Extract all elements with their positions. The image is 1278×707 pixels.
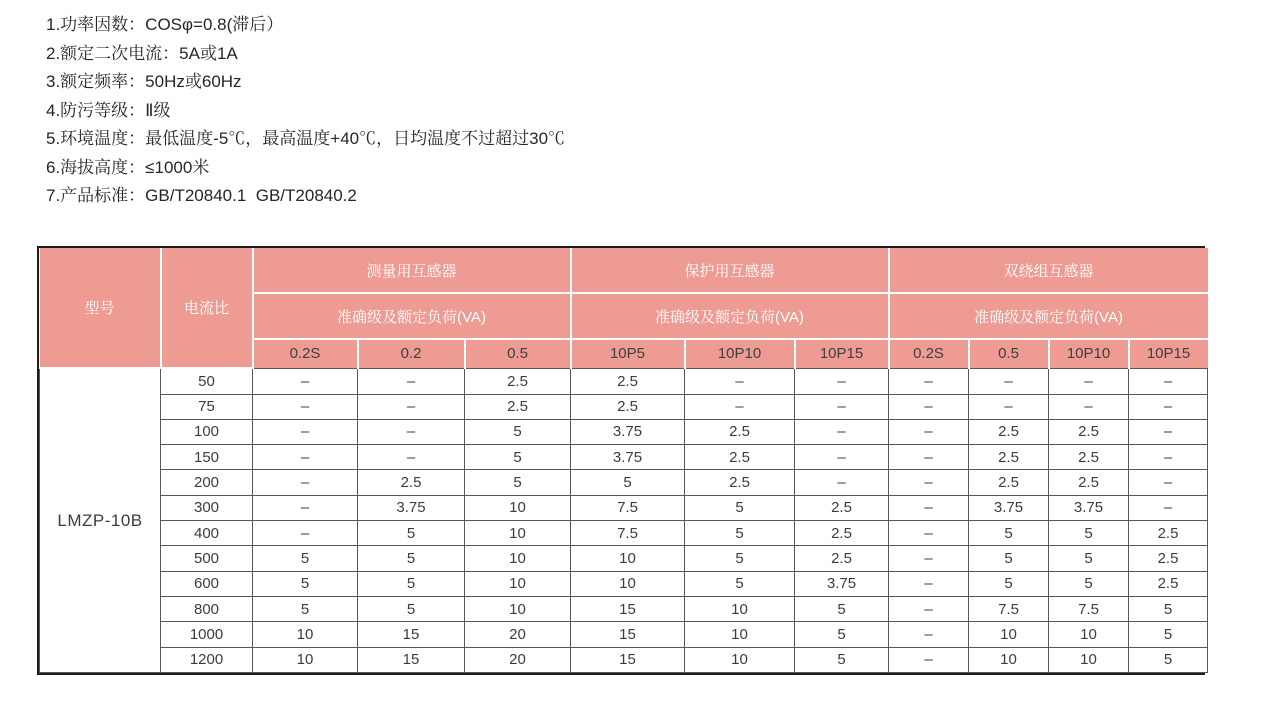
value-cell: 2.5	[465, 368, 571, 394]
value-cell: 5	[1129, 597, 1208, 622]
col-header-model: 型号	[40, 248, 161, 368]
value-cell: –	[253, 495, 358, 520]
value-cell: 3.75	[571, 419, 685, 444]
value-cell: –	[253, 445, 358, 470]
value-cell: 10	[465, 571, 571, 596]
value-cell: –	[795, 368, 889, 394]
value-cell: 2.5	[685, 419, 795, 444]
note-ambient-temperature: 5.环境温度：最低温度-5℃，最高温度+40℃，日均温度不过超过30℃	[46, 129, 566, 148]
note-rated-frequency: 3.额定频率：50Hz或60Hz	[46, 72, 242, 91]
class-header: 0.2S	[889, 339, 969, 368]
value-cell: 10	[969, 622, 1049, 647]
value-cell: 5	[465, 419, 571, 444]
class-header: 0.5	[969, 339, 1049, 368]
note-product-standard: 7.产品标准：GB/T20840.1 GB/T20840.2	[46, 186, 357, 205]
value-cell: 3.75	[1049, 495, 1129, 520]
header-row-groups	[40, 248, 1208, 293]
ratio-cell: 100	[161, 419, 253, 444]
value-cell: 2.5	[685, 445, 795, 470]
value-cell: 2.5	[571, 368, 685, 394]
value-cell: –	[1129, 495, 1208, 520]
value-cell: –	[685, 368, 795, 394]
value-cell: 7.5	[969, 597, 1049, 622]
ratio-cell: 75	[161, 394, 253, 419]
value-cell: 10	[465, 546, 571, 571]
table-row	[40, 597, 1208, 622]
spec-table	[39, 248, 1208, 673]
value-cell: 5	[253, 597, 358, 622]
value-cell: –	[795, 445, 889, 470]
ratio-cell: 200	[161, 470, 253, 495]
value-cell: 5	[795, 597, 889, 622]
value-cell: 5	[1129, 647, 1208, 672]
value-cell: 5	[685, 571, 795, 596]
value-cell: 10	[253, 622, 358, 647]
value-cell: 3.75	[358, 495, 465, 520]
value-cell: 5	[685, 495, 795, 520]
value-cell: –	[889, 368, 969, 394]
value-cell: 10	[465, 521, 571, 546]
value-cell: 2.5	[358, 470, 465, 495]
class-header: 0.2	[358, 339, 465, 368]
spec-notes	[46, 11, 565, 211]
group-header-protection: 保护用互感器	[571, 248, 889, 293]
value-cell: –	[358, 419, 465, 444]
value-cell: 15	[571, 647, 685, 672]
class-header: 10P15	[1129, 339, 1208, 368]
ratio-cell: 1200	[161, 647, 253, 672]
value-cell: –	[1129, 419, 1208, 444]
value-cell: –	[795, 419, 889, 444]
value-cell: 5	[1049, 571, 1129, 596]
value-cell: –	[253, 470, 358, 495]
value-cell: 2.5	[1129, 521, 1208, 546]
value-cell: –	[1129, 368, 1208, 394]
value-cell: 2.5	[465, 394, 571, 419]
value-cell: 5	[465, 470, 571, 495]
value-cell: 3.75	[571, 445, 685, 470]
value-cell: –	[358, 445, 465, 470]
value-cell: 5	[685, 546, 795, 571]
value-cell: –	[795, 394, 889, 419]
value-cell: –	[889, 546, 969, 571]
value-cell: –	[969, 368, 1049, 394]
table-row	[40, 647, 1208, 672]
value-cell: –	[889, 597, 969, 622]
value-cell: –	[253, 419, 358, 444]
subtitle-measuring: 准确级及额定负荷(VA)	[253, 293, 571, 339]
value-cell: 10	[685, 647, 795, 672]
model-cell: LMZP-10B	[40, 368, 161, 673]
value-cell: –	[889, 647, 969, 672]
value-cell: –	[253, 368, 358, 394]
value-cell: 5	[685, 521, 795, 546]
value-cell: 2.5	[571, 394, 685, 419]
table-row	[40, 445, 1208, 470]
value-cell: –	[969, 394, 1049, 419]
ratio-cell: 800	[161, 597, 253, 622]
value-cell: –	[358, 368, 465, 394]
value-cell: –	[889, 571, 969, 596]
subtitle-dual-winding: 准确级及额定负荷(VA)	[889, 293, 1208, 339]
value-cell: 2.5	[795, 495, 889, 520]
value-cell: 5	[1049, 546, 1129, 571]
value-cell: 5	[358, 546, 465, 571]
table-row	[40, 622, 1208, 647]
value-cell: 15	[358, 647, 465, 672]
value-cell: 15	[571, 597, 685, 622]
value-cell: 10	[969, 647, 1049, 672]
value-cell: –	[253, 394, 358, 419]
ratio-cell: 400	[161, 521, 253, 546]
group-header-dual-winding: 双绕组互感器	[889, 248, 1208, 293]
ratio-cell: 50	[161, 368, 253, 394]
value-cell: –	[889, 445, 969, 470]
class-header: 10P5	[571, 339, 685, 368]
group-header-measuring: 测量用互感器	[253, 248, 571, 293]
value-cell: 5	[1129, 622, 1208, 647]
value-cell: 10	[571, 546, 685, 571]
value-cell: 2.5	[795, 521, 889, 546]
value-cell: 15	[571, 622, 685, 647]
value-cell: 5	[969, 571, 1049, 596]
value-cell: –	[685, 394, 795, 419]
value-cell: –	[253, 521, 358, 546]
value-cell: –	[889, 394, 969, 419]
value-cell: –	[889, 521, 969, 546]
value-cell: 10	[685, 622, 795, 647]
value-cell: 3.75	[795, 571, 889, 596]
value-cell: 2.5	[795, 546, 889, 571]
value-cell: –	[889, 470, 969, 495]
value-cell: 2.5	[1049, 470, 1129, 495]
value-cell: 5	[571, 470, 685, 495]
value-cell: 5	[253, 546, 358, 571]
value-cell: 10	[1049, 647, 1129, 672]
table-row	[40, 495, 1208, 520]
value-cell: –	[1129, 394, 1208, 419]
value-cell: 5	[253, 571, 358, 596]
value-cell: 2.5	[969, 445, 1049, 470]
value-cell: 10	[465, 597, 571, 622]
value-cell: 5	[969, 546, 1049, 571]
ratio-cell: 150	[161, 445, 253, 470]
value-cell: –	[889, 622, 969, 647]
value-cell: 2.5	[969, 419, 1049, 444]
class-header: 10P10	[1049, 339, 1129, 368]
value-cell: 2.5	[685, 470, 795, 495]
value-cell: 10	[685, 597, 795, 622]
value-cell: –	[358, 394, 465, 419]
table-row	[40, 571, 1208, 596]
value-cell: –	[795, 470, 889, 495]
value-cell: 10	[1049, 622, 1129, 647]
col-header-current-ratio: 电流比	[161, 248, 253, 368]
value-cell: 7.5	[571, 495, 685, 520]
value-cell: 2.5	[1049, 419, 1129, 444]
value-cell: 5	[358, 597, 465, 622]
value-cell: 2.5	[1129, 571, 1208, 596]
class-header: 0.2S	[253, 339, 358, 368]
class-header: 0.5	[465, 339, 571, 368]
spec-table-container	[37, 246, 1205, 675]
value-cell: –	[1129, 470, 1208, 495]
value-cell: 2.5	[969, 470, 1049, 495]
value-cell: 15	[358, 622, 465, 647]
value-cell: 10	[465, 495, 571, 520]
table-row	[40, 368, 1208, 394]
class-header: 10P10	[685, 339, 795, 368]
ratio-cell: 300	[161, 495, 253, 520]
ratio-cell: 500	[161, 546, 253, 571]
value-cell: –	[889, 419, 969, 444]
subtitle-protection: 准确级及额定负荷(VA)	[571, 293, 889, 339]
value-cell: –	[1129, 445, 1208, 470]
value-cell: 20	[465, 622, 571, 647]
value-cell: –	[1049, 368, 1129, 394]
note-pollution-class: 4.防污等级：Ⅱ级	[46, 100, 171, 120]
note-power-factor: 1.功率因数：COSφ=0.8(滞后）	[46, 15, 284, 34]
table-row	[40, 521, 1208, 546]
value-cell: –	[1049, 394, 1129, 419]
class-header: 10P15	[795, 339, 889, 368]
value-cell: 7.5	[1049, 597, 1129, 622]
value-cell: 5	[358, 571, 465, 596]
table-row	[40, 546, 1208, 571]
ratio-cell: 1000	[161, 622, 253, 647]
note-secondary-current: 2.额定二次电流：5A或1A	[46, 43, 238, 63]
value-cell: 5	[969, 521, 1049, 546]
value-cell: 10	[571, 571, 685, 596]
value-cell: –	[889, 495, 969, 520]
ratio-cell: 600	[161, 571, 253, 596]
value-cell: 3.75	[969, 495, 1049, 520]
value-cell: 7.5	[571, 521, 685, 546]
value-cell: 5	[795, 647, 889, 672]
value-cell: 10	[253, 647, 358, 672]
note-altitude: 6.海拔高度：≤1000米	[46, 157, 210, 177]
table-row	[40, 470, 1208, 495]
value-cell: 2.5	[1129, 546, 1208, 571]
table-row	[40, 419, 1208, 444]
value-cell: 5	[465, 445, 571, 470]
table-row	[40, 394, 1208, 419]
value-cell: 20	[465, 647, 571, 672]
value-cell: 5	[358, 521, 465, 546]
value-cell: 5	[795, 622, 889, 647]
value-cell: 5	[1049, 521, 1129, 546]
value-cell: 2.5	[1049, 445, 1129, 470]
